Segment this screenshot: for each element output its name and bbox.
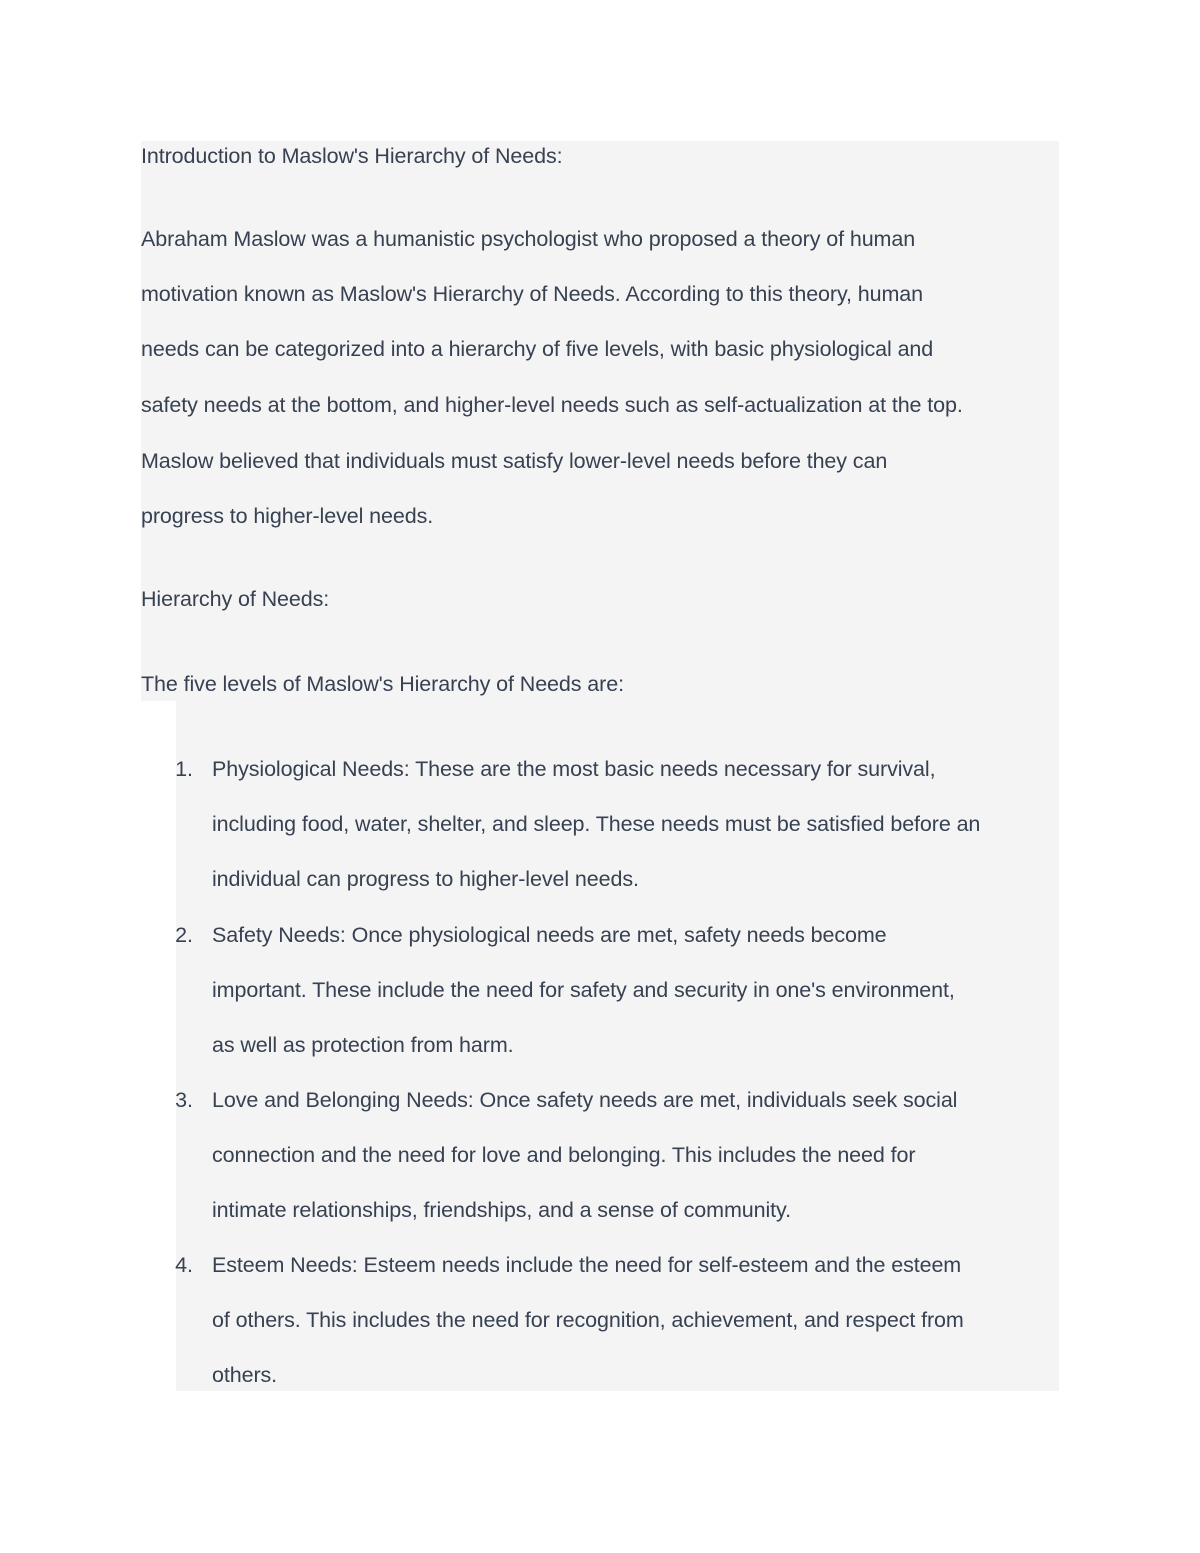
hierarchy-heading: Hierarchy of Needs: (141, 587, 330, 611)
list-item-number: 4. (175, 1253, 193, 1277)
list-item-line: Safety Needs: Once physiological needs are met, safety needs become (212, 923, 887, 947)
levels-intro: The five levels of Maslow's Hierarchy of Needs are: (141, 672, 624, 696)
list-item-number: 3. (175, 1088, 193, 1112)
list-item-number: 2. (175, 923, 193, 947)
list-item-line: Love and Belonging Needs: Once safety needs are met, individuals seek social (212, 1088, 958, 1112)
list-item-line: as well as protection from harm. (212, 1033, 514, 1057)
list-item-line: Physiological Needs: These are the most basic needs necessary for survival, (212, 757, 936, 781)
list-item-line: intimate relationships, friendships, and a sense of community. (212, 1198, 791, 1222)
paragraph-line: Maslow believed that individuals must satisfy lower-level needs before they can (141, 449, 888, 473)
paragraph-line: Abraham Maslow was a humanistic psychologist who proposed a theory of human (141, 227, 916, 251)
list-item-line: individual can progress to higher-level needs. (212, 867, 639, 891)
paragraph-line: progress to higher-level needs. (141, 504, 434, 528)
paragraph-line: safety needs at the bottom, and higher-level needs such as self-actualization at the top. (141, 393, 963, 417)
list-item-line: important. These include the need for safety and security in one's environment, (212, 978, 955, 1002)
paragraph-line: needs can be categorized into a hierarchy of five levels, with basic physiological and (141, 337, 934, 361)
list-item-line: including food, water, shelter, and sleep. These needs must be satisfied before an (212, 812, 981, 836)
list-item-line: of others. This includes the need for recognition, achievement, and respect from (212, 1308, 964, 1332)
list-item-line: others. (212, 1363, 278, 1387)
list-item-line: Esteem Needs: Esteem needs include the need for self-esteem and the esteem (212, 1253, 962, 1277)
paragraph-line: motivation known as Maslow's Hierarchy of Needs. According to this theory, human (141, 282, 924, 306)
list-item-line: connection and the need for love and belonging. This includes the need for (212, 1143, 916, 1167)
list-item-number: 1. (175, 757, 193, 781)
intro-heading: Introduction to Maslow's Hierarchy of Needs: (141, 144, 563, 168)
